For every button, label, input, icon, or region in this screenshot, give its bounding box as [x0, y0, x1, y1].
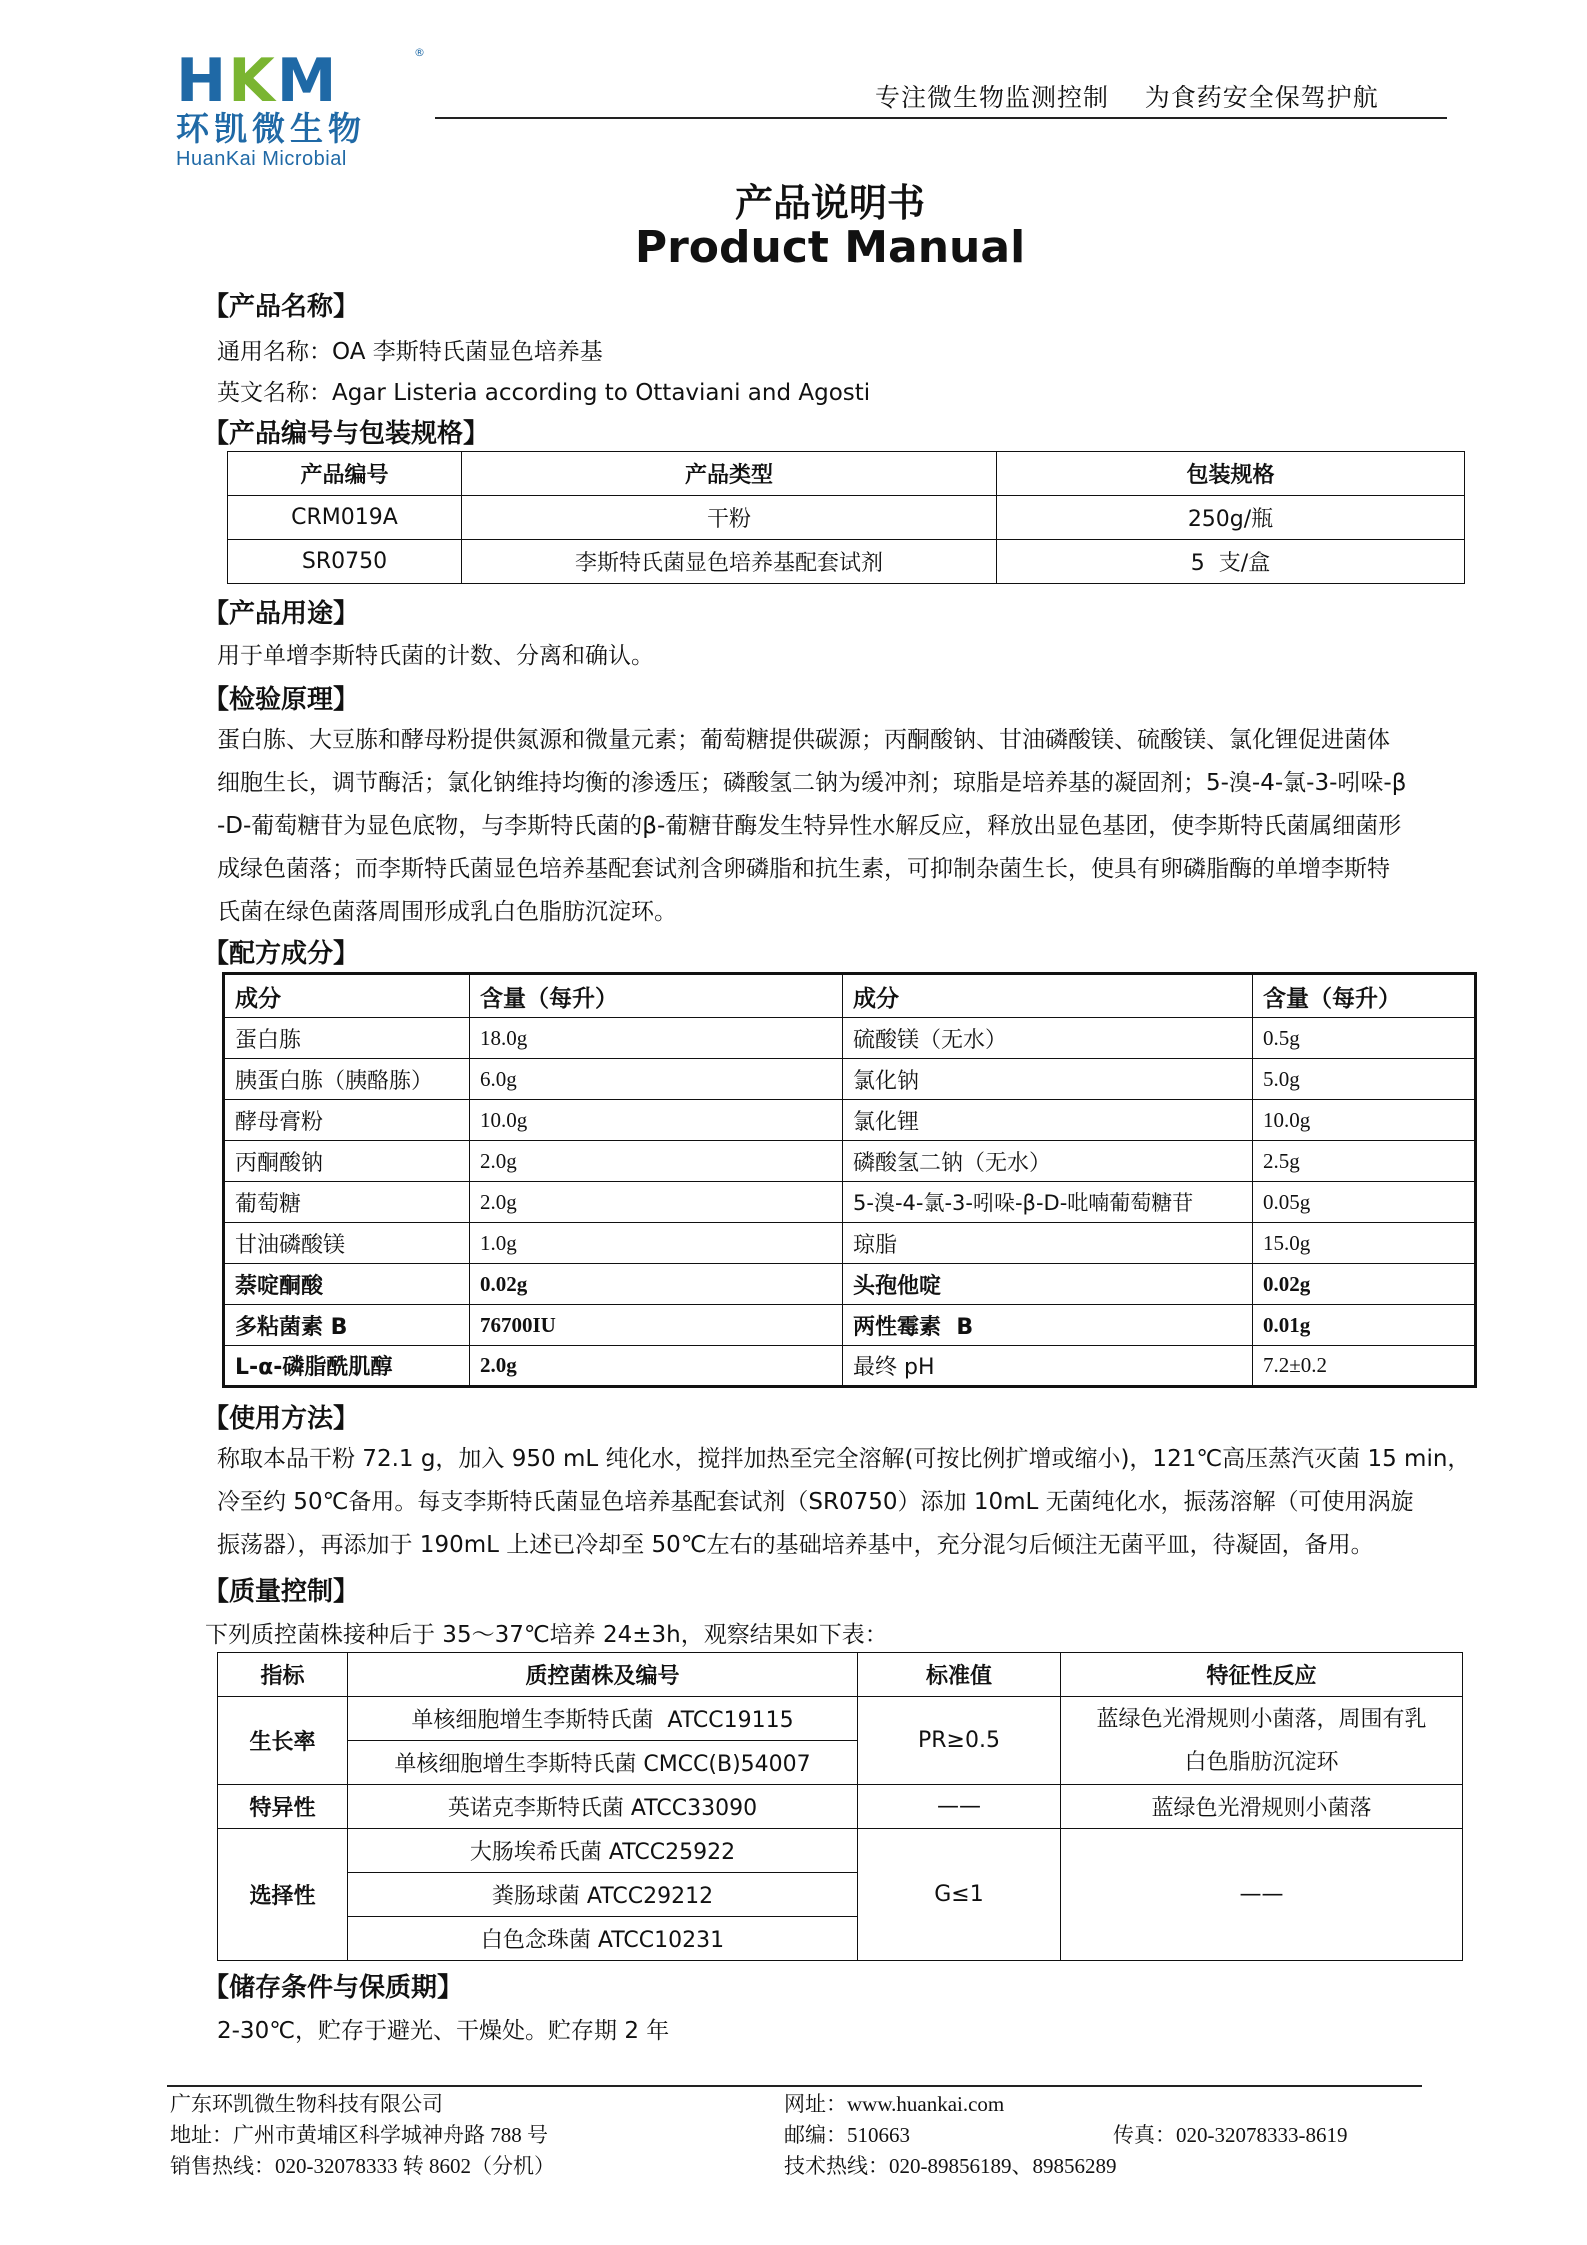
table-cell: 单核细胞增生李斯特氏菌 CMCC(B)54007 [348, 1741, 858, 1785]
principle-line: 细胞生长，调节酶活；氯化钠维持均衡的渗透压；磷酸氢二钠为缓冲剂；琼脂是培养基的凝固剂；5-溴-4-氯-3-吲哚-β [217, 770, 1407, 796]
table-cell: 最终 pH [843, 1346, 1253, 1387]
storage-text: 2-30℃，贮存于避光、干燥处。贮存期 2 年 [217, 2018, 670, 2044]
table-header-cell: 特征性反应 [1061, 1653, 1463, 1697]
table-cell: 白色念珠菌 ATCC10231 [348, 1917, 858, 1961]
table-cell: 头孢他啶 [843, 1264, 1253, 1305]
table-header-cell: 含量（每升） [1253, 974, 1476, 1018]
table-cell: 2.0g [470, 1141, 843, 1182]
table-cell: —— [858, 1785, 1061, 1829]
table-header-cell: 指标 [218, 1653, 348, 1697]
table-cell: PR≥0.5 [858, 1697, 1061, 1785]
document-title-cn: 产品说明书 [734, 181, 925, 225]
table-row [224, 1018, 1476, 1059]
footer-divider [167, 2085, 1422, 2087]
table-cell: 大肠埃希氏菌 ATCC25922 [348, 1829, 858, 1873]
table-cell: —— [1061, 1829, 1463, 1961]
footer-tech-hotline: 技术热线：020-89856189、89856289 [784, 2154, 1117, 2178]
section-heading-formula: 【配方成分】 [203, 939, 360, 969]
table-cell: 单核细胞增生李斯特氏菌 ATCC19115 [348, 1697, 858, 1741]
table-cell: 0.02g [1253, 1264, 1476, 1305]
section-heading-principle: 【检验原理】 [203, 685, 360, 715]
table-cell: 氯化钠 [843, 1059, 1253, 1100]
section-heading-usage: 【使用方法】 [203, 1404, 360, 1434]
table-cell: 0.05g [1253, 1182, 1476, 1223]
table-cell: 萘啶酮酸 [224, 1264, 470, 1305]
table-cell: 5 支/盒 [997, 540, 1465, 584]
footer-company: 广东环凯微生物科技有限公司 [170, 2092, 443, 2116]
principle-text [217, 719, 1467, 934]
company-logo [176, 46, 436, 170]
table-header-cell: 质控菌株及编号 [348, 1653, 858, 1697]
table-cell: 250g/瓶 [997, 496, 1465, 540]
table-cell: 胰蛋白胨（胰酪胨） [224, 1059, 470, 1100]
table-cell: 氯化锂 [843, 1100, 1253, 1141]
table-cell: 选择性 [218, 1829, 348, 1961]
table-header-cell: 成分 [843, 974, 1253, 1018]
table-cell: 15.0g [1253, 1223, 1476, 1264]
quality-control-table [217, 1652, 1463, 1961]
logo-mark: HKM [176, 46, 339, 116]
section-heading-packaging: 【产品编号与包装规格】 [203, 419, 490, 449]
table-header-cell: 成分 [224, 974, 470, 1018]
table-row [224, 1182, 1476, 1223]
use-text: 用于单增李斯特氏菌的计数、分离和确认。 [217, 643, 654, 669]
table-cell: 0.5g [1253, 1018, 1476, 1059]
packaging-table [227, 451, 1465, 584]
table-row [224, 1141, 1476, 1182]
table-header-row [224, 974, 1476, 1018]
principle-line: 成绿色菌落；而李斯特氏菌显色培养基配套试剂含卵磷脂和抗生素，可抑制杂菌生长，使具有卵磷脂酶的单增李斯特 [217, 856, 1390, 882]
table-cell: 琼脂 [843, 1223, 1253, 1264]
reaction-line: 白色脂肪沉淀环 [1184, 1749, 1339, 1775]
qc-intro: 下列质控菌株接种后于 35～37℃培养 24±3h，观察结果如下表： [205, 1622, 888, 1648]
logo-english-name: HuanKai Microbial [176, 148, 347, 170]
table-row [224, 1305, 1476, 1346]
table-row [224, 1100, 1476, 1141]
usage-line: 称取本品干粉 72.1 g，加入 950 mL 纯化水，搅拌加热至完全溶解(可按比例扩增或缩小)，121℃高压蒸汽灭菌 15 min， [217, 1446, 1471, 1472]
table-cell: 5-溴-4-氯-3-吲哚-β-D-吡喃葡萄糖苷 [843, 1182, 1253, 1223]
common-name: 通用名称：OA 李斯特氏菌显色培养基 [217, 339, 603, 365]
table-cell: 多粘菌素 B [224, 1305, 470, 1346]
table-cell: 丙酮酸钠 [224, 1141, 470, 1182]
footer-sales-hotline: 销售热线：020-32078333 转 8602（分机） [170, 2154, 555, 2178]
header-slogan: 专注微生物监测控制 为食药安全保驾护航 [875, 83, 1379, 112]
header-divider [435, 117, 1447, 119]
table-cell: 粪肠球菌 ATCC29212 [348, 1873, 858, 1917]
table-cell: 5.0g [1253, 1059, 1476, 1100]
table-cell: 特异性 [218, 1785, 348, 1829]
table-cell: 酵母膏粉 [224, 1100, 470, 1141]
table-row [218, 1785, 1463, 1829]
reaction-line: 蓝绿色光滑规则小菌落，周围有乳 [1096, 1706, 1427, 1732]
table-cell: 甘油磷酸镁 [224, 1223, 470, 1264]
table-cell: 两性霉素 B [843, 1305, 1253, 1346]
table-cell: 10.0g [1253, 1100, 1476, 1141]
document-title-en: Product Manual [634, 222, 1026, 273]
table-row [224, 1346, 1476, 1387]
table-cell: 蛋白胨 [224, 1018, 470, 1059]
table-cell: CRM019A [228, 496, 462, 540]
table-cell: 10.0g [470, 1100, 843, 1141]
usage-text [217, 1438, 1487, 1567]
section-heading-quality-control: 【质量控制】 [203, 1577, 360, 1607]
usage-line: 冷至约 50℃备用。每支李斯特氏菌显色培养基配套试剂（SR0750）添加 10mL 无菌纯化水，振荡溶解（可使用涡旋 [217, 1489, 1414, 1515]
principle-line: 氏菌在绿色菌落周围形成乳白色脂肪沉淀环。 [217, 899, 677, 925]
footer-website: 网址：www.huankai.com [784, 2092, 1005, 2116]
registered-mark: ® [414, 46, 425, 59]
table-row [224, 1264, 1476, 1305]
table-cell: 6.0g [470, 1059, 843, 1100]
table-cell: 李斯特氏菌显色培养基配套试剂 [462, 540, 997, 584]
table-cell: L-α-磷脂酰肌醇 [224, 1346, 470, 1387]
section-heading-use: 【产品用途】 [203, 599, 360, 629]
table-header-cell: 产品编号 [228, 452, 462, 496]
table-cell: 1.0g [470, 1223, 843, 1264]
formula-table [222, 972, 1477, 1388]
table-header-row [228, 452, 1465, 496]
table-cell: 硫酸镁（无水） [843, 1018, 1253, 1059]
table-row [228, 496, 1465, 540]
table-header-cell: 标准值 [858, 1653, 1061, 1697]
table-cell: 2.0g [470, 1182, 843, 1223]
table-cell [1061, 1697, 1463, 1785]
table-cell: 18.0g [470, 1018, 843, 1059]
table-cell: 葡萄糖 [224, 1182, 470, 1223]
table-cell: 干粉 [462, 496, 997, 540]
table-header-cell: 含量（每升） [470, 974, 843, 1018]
principle-line: -D-葡萄糖苷为显色底物，与李斯特氏菌的β-葡糖苷酶发生特异性水解反应，释放出显色基团，使李斯特氏菌属细菌形 [217, 813, 1402, 839]
english-name: 英文名称：Agar Listeria according to Ottaviani and Agosti [217, 380, 871, 406]
table-row [224, 1059, 1476, 1100]
table-cell: 7.2±0.2 [1253, 1346, 1476, 1387]
table-cell: 2.5g [1253, 1141, 1476, 1182]
table-cell: 磷酸氢二钠（无水） [843, 1141, 1253, 1182]
table-header-cell: 包装规格 [997, 452, 1465, 496]
footer-postcode: 邮编：510663 [784, 2123, 910, 2147]
table-cell: 0.01g [1253, 1305, 1476, 1346]
principle-line: 蛋白胨、大豆胨和酵母粉提供氮源和微量元素；葡萄糖提供碳源；丙酮酸钠、甘油磷酸镁、硫酸镁、氯化锂促进菌体 [217, 727, 1390, 753]
usage-line: 振荡器），再添加于 190mL 上述已冷却至 50℃左右的基础培养基中，充分混匀后倾注无菌平皿，待凝固，备用。 [217, 1532, 1374, 1558]
table-cell: SR0750 [228, 540, 462, 584]
table-cell: 0.02g [470, 1264, 843, 1305]
table-cell: 76700IU [470, 1305, 843, 1346]
table-cell: 生长率 [218, 1697, 348, 1785]
table-cell: 英诺克李斯特氏菌 ATCC33090 [348, 1785, 858, 1829]
table-cell: 蓝绿色光滑规则小菌落 [1061, 1785, 1463, 1829]
table-row [228, 540, 1465, 584]
table-row [224, 1223, 1476, 1264]
table-row [218, 1697, 1463, 1741]
footer-address: 地址：广州市黄埔区科学城神舟路 788 号 [170, 2123, 548, 2147]
table-header-row [218, 1653, 1463, 1697]
footer-fax: 传真：020-32078333-8619 [1113, 2123, 1348, 2147]
section-heading-storage: 【储存条件与保质期】 [203, 1973, 464, 2003]
logo-chinese-name: 环凯微生物 [176, 109, 366, 148]
section-heading-product-name: 【产品名称】 [203, 292, 360, 322]
table-header-cell: 产品类型 [462, 452, 997, 496]
table-row [218, 1829, 1463, 1873]
table-cell: 2.0g [470, 1346, 843, 1387]
table-cell: G≤1 [858, 1829, 1061, 1961]
